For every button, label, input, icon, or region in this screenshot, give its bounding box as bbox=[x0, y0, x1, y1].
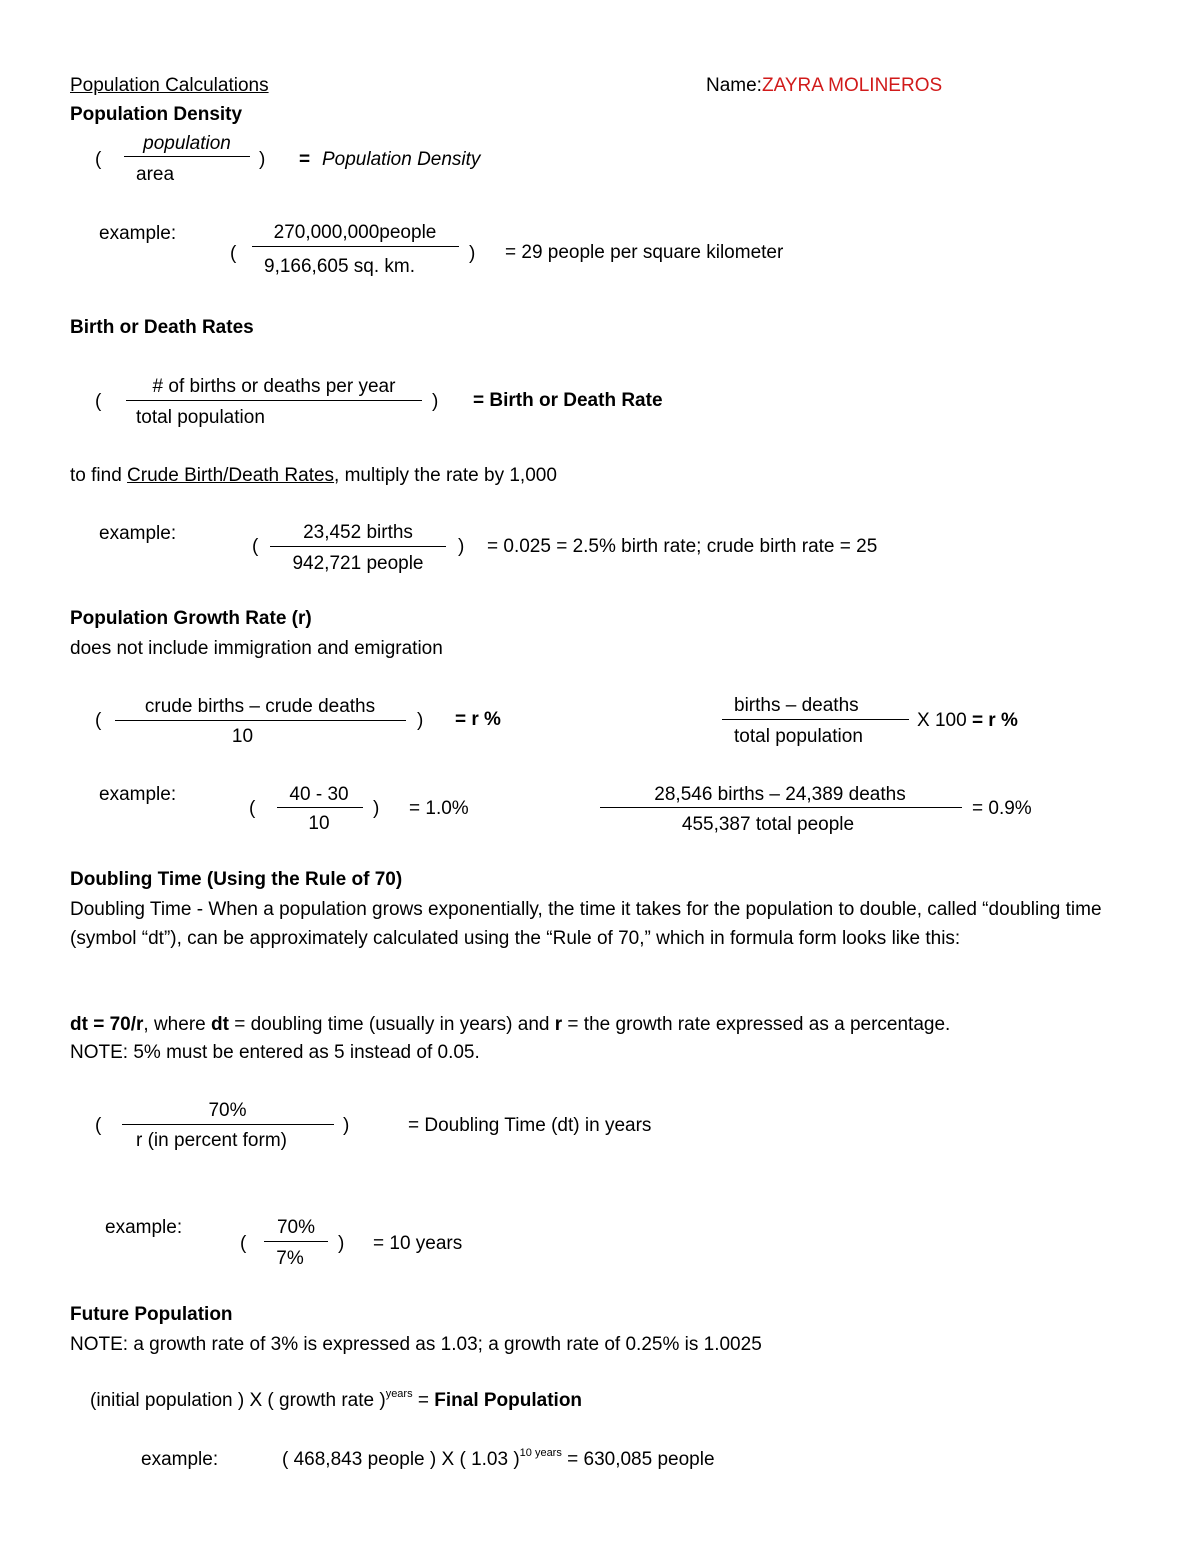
times-100: X 100 bbox=[917, 710, 967, 731]
rates-denominator: total population bbox=[136, 407, 265, 428]
growth-example-denominator: 10 bbox=[308, 813, 330, 834]
growth-right-example-result: = 0.9% bbox=[972, 798, 1032, 819]
crude-rates-term: Crude Birth/Death Rates bbox=[127, 465, 335, 486]
paren-close: ) bbox=[417, 710, 424, 731]
doubling-description: Doubling Time - When a population grows exponentially, the time it takes for the population to double, called “doubling time (symbol “dt”), can be approximately calculated using the “Rule of 70,” which in formula form looks like this: bbox=[70, 899, 1102, 949]
years-exponent: 10 years bbox=[519, 1447, 562, 1459]
paren-close: ) bbox=[373, 798, 380, 819]
fraction-bar bbox=[126, 400, 422, 401]
paren-close: ) bbox=[432, 391, 439, 412]
rule-text-1: , where bbox=[143, 1014, 211, 1035]
density-denominator: area bbox=[136, 164, 175, 185]
density-example-denominator: 9,166,605 sq. km. bbox=[264, 256, 416, 277]
doubling-example-numerator: 70% bbox=[276, 1217, 316, 1238]
doubling-rule bbox=[70, 1014, 950, 1036]
paren-open: ( bbox=[230, 243, 237, 264]
growth-right-numerator: births – deaths bbox=[734, 695, 859, 716]
example-label: example: bbox=[99, 523, 177, 544]
years-exponent: years bbox=[385, 1388, 413, 1400]
paren-open: ( bbox=[95, 1115, 102, 1136]
growth-right-example-denominator: 455,387 total people bbox=[681, 814, 855, 835]
future-formula-terms: (initial population ) X ( growth rate ) bbox=[90, 1390, 386, 1411]
doubling-example-denominator: 7% bbox=[276, 1248, 304, 1269]
future-note: NOTE: a growth rate of 3% is expressed as 1.03; a growth rate of 0.25% is 1.0025 bbox=[70, 1334, 762, 1355]
doubling-result: = Doubling Time (dt) in years bbox=[408, 1115, 652, 1136]
section-heading-growth: Population Growth Rate (r) bbox=[70, 608, 312, 629]
name-label bbox=[706, 75, 942, 97]
note-prefix: to find bbox=[70, 465, 128, 486]
rule-dt: dt bbox=[211, 1014, 229, 1035]
density-numerator: population bbox=[143, 133, 231, 154]
future-formula-result: Final Population bbox=[434, 1390, 583, 1411]
growth-left-denominator: 10 bbox=[231, 726, 254, 747]
example-label: example: bbox=[105, 1217, 183, 1238]
growth-right-result bbox=[917, 710, 1018, 732]
example-label: example: bbox=[141, 1449, 219, 1470]
section-heading-doubling: Doubling Time (Using the Rule of 70) bbox=[70, 869, 403, 890]
paren-open: ( bbox=[252, 536, 259, 557]
doubling-note: NOTE: 5% must be entered as 5 instead of 0.05. bbox=[70, 1042, 480, 1063]
paren-close: ) bbox=[469, 243, 476, 264]
name-label-text: Name: bbox=[706, 75, 762, 96]
rates-numerator: # of births or deaths per year bbox=[152, 376, 396, 397]
growth-right-denominator: total population bbox=[734, 726, 863, 747]
fraction-bar bbox=[722, 719, 909, 720]
document-title: Population Calculations bbox=[70, 75, 269, 96]
example-label: example: bbox=[99, 784, 177, 805]
paren-close: ) bbox=[458, 536, 465, 557]
rule-text-2: = doubling time (usually in years) and bbox=[228, 1014, 555, 1035]
fraction-bar bbox=[600, 807, 962, 808]
paren-open: ( bbox=[249, 798, 256, 819]
fraction-bar bbox=[115, 720, 406, 721]
paren-open: ( bbox=[95, 149, 102, 170]
growth-left-result: = r % bbox=[455, 709, 501, 730]
rule-text-3: = the growth rate expressed as a percentage. bbox=[562, 1014, 951, 1035]
fraction-bar bbox=[252, 246, 459, 247]
paren-open: ( bbox=[240, 1233, 247, 1254]
equals-sign: = bbox=[417, 1390, 429, 1411]
growth-example-result: = 1.0% bbox=[409, 798, 469, 819]
rule-r: r bbox=[554, 1014, 563, 1035]
student-name: ZAYRA MOLINEROS bbox=[761, 75, 943, 96]
fraction-bar bbox=[277, 807, 363, 808]
paren-close: ) bbox=[259, 149, 266, 170]
future-formula bbox=[90, 1390, 582, 1414]
density-result: Population Density bbox=[322, 149, 481, 170]
paren-open: ( bbox=[95, 391, 102, 412]
paren-close: ) bbox=[338, 1233, 345, 1254]
doubling-denominator: r (in percent form) bbox=[136, 1130, 287, 1151]
rule-formula: dt = 70/r bbox=[70, 1014, 144, 1035]
fraction-bar bbox=[270, 546, 446, 547]
future-example bbox=[282, 1449, 715, 1473]
equals-r-percent: = r % bbox=[971, 710, 1018, 731]
growth-example-numerator: 40 - 30 bbox=[289, 784, 349, 805]
doubling-example-result: = 10 years bbox=[373, 1233, 463, 1254]
doubling-numerator: 70% bbox=[208, 1100, 247, 1121]
density-example-numerator: 270,000,000people bbox=[273, 222, 437, 243]
rates-example-denominator: 942,721 people bbox=[292, 553, 424, 574]
paren-open: ( bbox=[95, 710, 102, 731]
section-heading-rates: Birth or Death Rates bbox=[70, 317, 254, 338]
future-example-result: = 630,085 people bbox=[567, 1449, 715, 1470]
growth-right-example-numerator: 28,546 births – 24,389 deaths bbox=[654, 784, 906, 805]
crude-rate-note bbox=[70, 465, 557, 487]
growth-subheading: does not include immigration and emigration bbox=[70, 638, 443, 659]
fraction-bar bbox=[264, 1241, 328, 1242]
note-suffix: , multiply the rate by 1,000 bbox=[334, 465, 557, 486]
growth-left-numerator: crude births – crude deaths bbox=[144, 696, 376, 717]
rates-result: = Birth or Death Rate bbox=[473, 390, 663, 411]
fraction-bar bbox=[122, 1124, 334, 1125]
density-example-result: = 29 people per square kilometer bbox=[505, 242, 784, 263]
future-example-terms: ( 468,843 people ) X ( 1.03 ) bbox=[282, 1449, 520, 1470]
section-heading-density: Population Density bbox=[70, 104, 243, 125]
equals-sign: = bbox=[299, 149, 311, 170]
rates-example-result: = 0.025 = 2.5% birth rate; crude birth rate = 25 bbox=[487, 536, 878, 557]
rates-example-numerator: 23,452 births bbox=[303, 522, 413, 543]
fraction-bar bbox=[124, 156, 250, 157]
paren-close: ) bbox=[343, 1115, 350, 1136]
section-heading-future: Future Population bbox=[70, 1304, 233, 1325]
example-label: example: bbox=[99, 223, 177, 244]
